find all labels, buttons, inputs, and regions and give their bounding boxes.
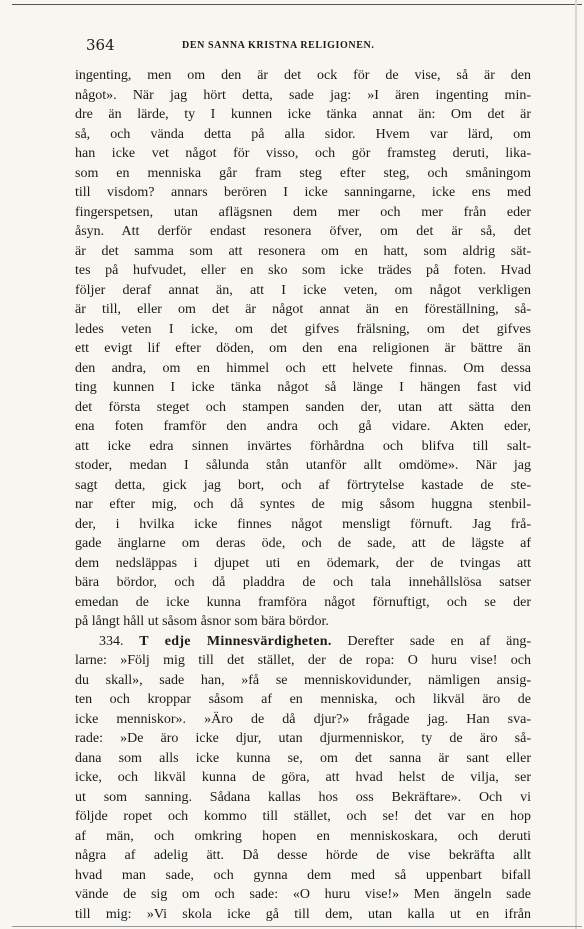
text-line: han icke vet något för visso, och gör framsteg deruti, lika-	[75, 146, 531, 161]
text-line: ett evigt lif efter döden, om den ena religionen är bättre än	[75, 341, 531, 356]
text-line: nar efter mig, och då syntes de mig såsom huggna stenbil-	[75, 497, 531, 512]
text-line: der, i hvilka icke finnes något mensligt förnuft. Jag frå-	[75, 516, 531, 532]
paragraph-start	[75, 632, 531, 652]
text-line: följde ropet och kommo till stället, och se! det var en hop	[75, 809, 531, 824]
text-line: det första steget och stampen sanden der, utan att sätta den	[75, 399, 531, 415]
text-line: icke, och likväl kunna de göra, att hvad helst de vilja, ser	[75, 770, 531, 785]
text-line: ingenting, men om den är det ock för de vise, så är den	[75, 68, 531, 83]
body-text	[75, 66, 531, 924]
text-line: är det samma som att resonera om en hatt, som aldrig sät-	[75, 243, 531, 259]
text-line: dre än lärde, ty I kunnen icke tänka annat än: Om det är	[75, 107, 531, 122]
text-line: till mig: »Vi skola icke gå till dem, utan kalla ut en ifrån	[75, 906, 531, 922]
text-line: något». När jag hört detta, sade jag: »I ären ingenting min-	[75, 87, 531, 103]
text-line: emedan de icke kunna framföra något förnuftigt, och se der	[75, 594, 531, 610]
text-line: att icke edra sinnen invärtes förhårdna och blifva till salt-	[75, 438, 531, 454]
text-line: ting kunnen I icke tänka något så länge I hängen fast vid	[75, 380, 531, 395]
text-line: tes på hufvudet, eller en sko som icke trädes på foten. Hvad	[75, 263, 531, 278]
paragraph-number: 334.	[99, 633, 124, 649]
text-line: åsyn. Att derför endast resonera öfver, om det är så, det	[75, 224, 531, 239]
text-line: icke menniskor». »Äro de då djur?» frågade jag. Han sva-	[75, 711, 531, 727]
page-number: 364	[86, 36, 115, 54]
text-line: ledes veten I icke, om det gifves frälsning, om det gifves	[75, 321, 531, 337]
text-line: bära bördor, och då pladdra de och tala innehållslösa satser	[75, 575, 531, 590]
text-line: dem nedsläppas i djupet uti en ödemark, der de tvingas att	[75, 555, 531, 571]
top-rule	[12, 4, 582, 5]
text-line: gade änglarne om deras öde, och de sade, att de lägste af	[75, 536, 531, 551]
text-line: så, och vända detta på alla sidor. Hvem var lärd, om	[75, 126, 531, 142]
text-line: som en menniska går fram steg efter steg, och småningom	[75, 165, 531, 181]
bottom-rule	[12, 926, 582, 927]
section-heading: T edje Minnesvärdigheten.	[139, 633, 332, 649]
text-line: ten och kroppar såsom af en menniska, och likväl äro de	[75, 692, 531, 707]
running-head: DEN SANNA KRISTNA RELIGIONEN.	[182, 40, 375, 51]
text-line: rade: »De äro icke djur, utan djurmenniskor, ty de äro så-	[75, 731, 531, 746]
text-line: vände de sig om och sade: «O huru vise!» Men ängeln sade	[75, 887, 531, 902]
page-header	[86, 36, 530, 56]
text-line: hvad man sade, och gynna dem med så uppenbart bifall	[75, 867, 531, 883]
text-line: ut som sanning. Sådana kallas hos oss Bekräftare». Och vi	[75, 789, 531, 805]
text-line: du skall», sade han, »få se menniskovidunder, nämligen ansig-	[75, 672, 531, 688]
text-line: den andra, om en himmel och ett helvete finnas. Om dessa	[75, 360, 531, 376]
text-line: några af adelig ätt. Då desse hörde de vise bekräfta allt	[75, 848, 531, 863]
text-line: dana som alls icke kunna se, om det sanna är sant eller	[75, 750, 531, 766]
page-edge	[575, 0, 577, 929]
text-line: till visdom? annars berören I icke sanningarne, icke ens med	[75, 185, 531, 200]
text-line: följer deraf annat än, att I icke veten, om något verkligen	[75, 282, 531, 298]
text-line: af män, och omkring hopen en menniskoskara, och deruti	[75, 828, 531, 844]
text-fragment: Derefter sade en af äng-	[347, 633, 532, 649]
text-line: sagt detta, gick jag bort, och af förtrytelse kastade de ste-	[75, 477, 531, 493]
text-line: larne: »Följ mig till det stället, der de ropa: O huru vise! och	[75, 653, 531, 668]
text-line: stoder, medan I sålunda stån utanför allt omdöme». När jag	[75, 458, 531, 473]
text-line: fingerspetsen, utan aflägsnen dem mer och mer från eder	[75, 204, 531, 220]
text-line: ena foten framför den andra och gå vidare. Akten eder,	[75, 419, 531, 434]
text-line: på långt håll ut såsom åsnor som bära bördor.	[75, 614, 329, 629]
text-line: är till, eller om det är något annat än en föreställning, så-	[75, 302, 531, 317]
